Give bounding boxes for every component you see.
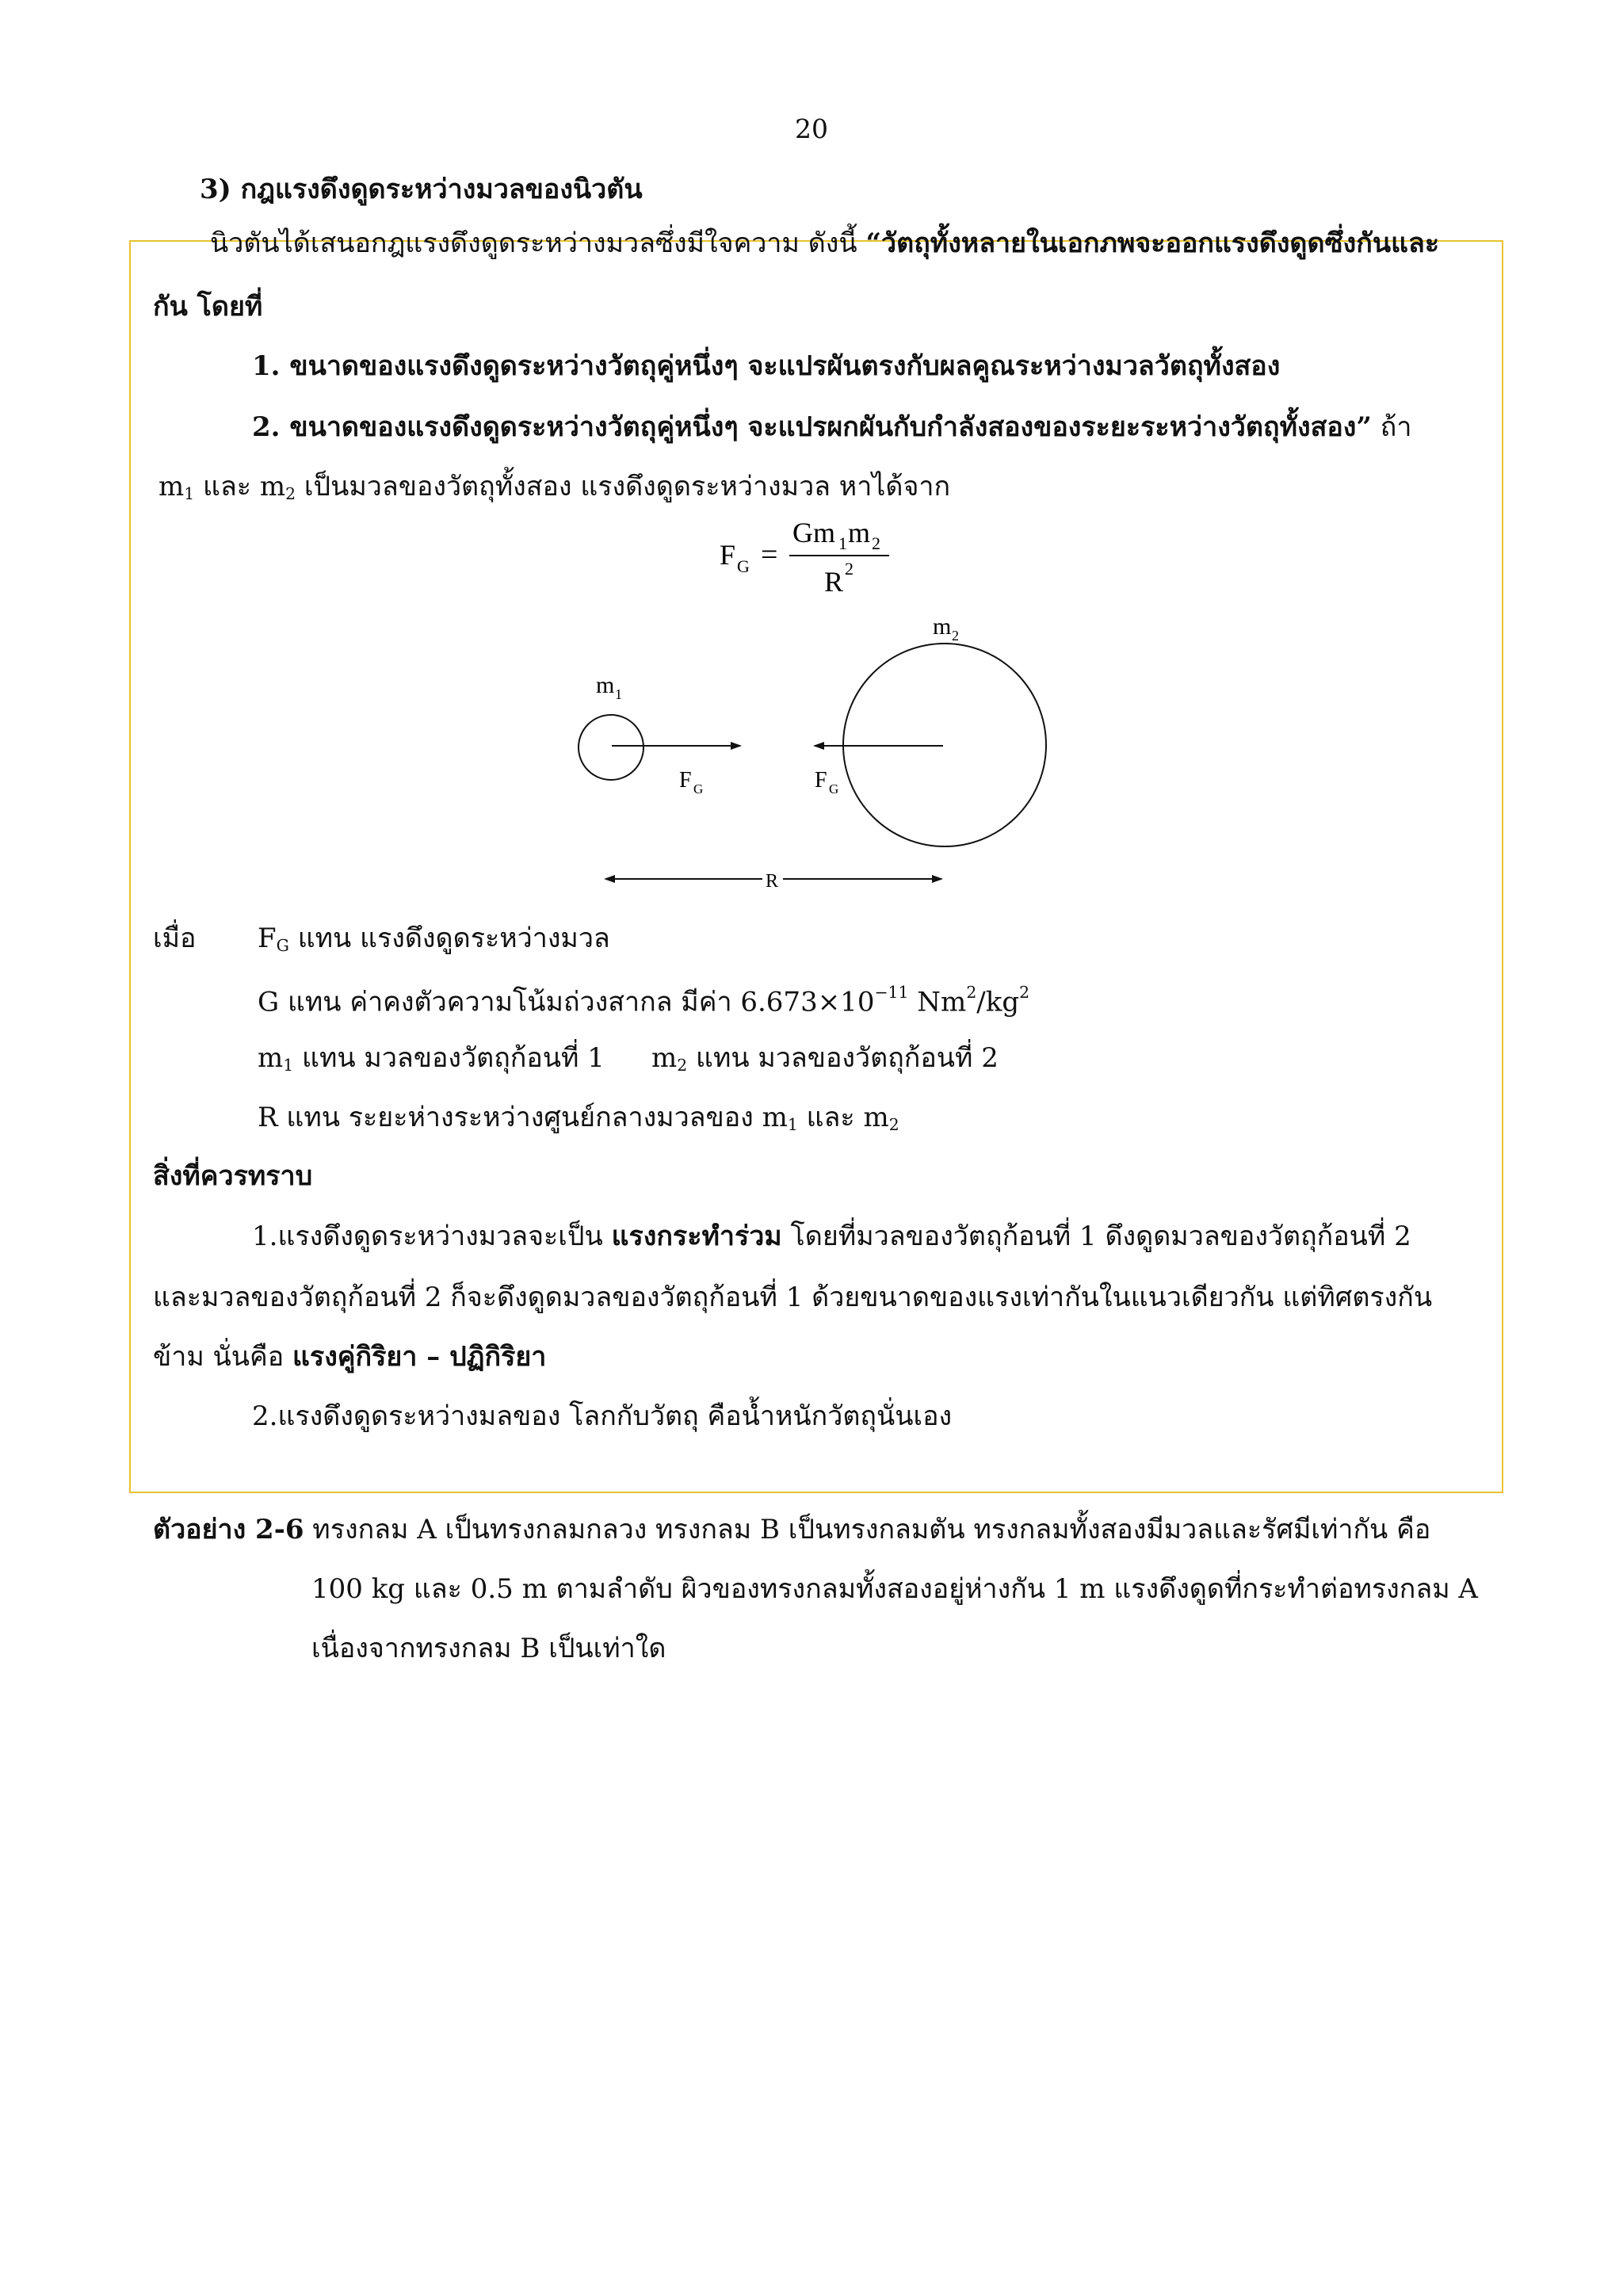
def-r bbox=[258, 1104, 899, 1133]
force-diagram bbox=[0, 0, 1623, 904]
fg-label-1-sub: G bbox=[693, 781, 704, 797]
mass-1-circle bbox=[579, 715, 643, 780]
example-line-1 bbox=[153, 1516, 1430, 1543]
eq-num-m: m bbox=[848, 517, 871, 548]
notes-heading: สิ่งที่ควรทราบ bbox=[153, 1160, 313, 1192]
def-fg-symbol: F bbox=[258, 923, 277, 954]
m1-sub: 1 bbox=[184, 484, 195, 504]
def-r-text: R แทน ระยะห่างระหว่างศูนย์กลางมวลของ m bbox=[258, 1102, 788, 1133]
note-1-line-3-term: แรงคู่กิริยา – ปฏิกิริยา bbox=[292, 1341, 547, 1373]
def-g-unit-sup2: 2 bbox=[1019, 983, 1030, 1002]
example-line-3: เนื่องจากทรงกลม B เป็นเท่าใด bbox=[311, 1633, 666, 1664]
and-word: และ bbox=[194, 471, 260, 502]
note-1-line-3-start: ข้าม นั่นคือ bbox=[153, 1341, 293, 1373]
fg-label-2-sub: G bbox=[829, 781, 839, 797]
rule-2-text: 2. ขนาดของแรงดึงดูดระหว่างวัตถุคู่หนึ่งๆ จะแปรผกผันกับกำลังสองของระยะระหว่างวัตถุทั้งสอง” bbox=[252, 411, 1372, 443]
m2-label: m bbox=[933, 613, 952, 640]
eq-num-sub2: 2 bbox=[872, 533, 880, 553]
note-1-rest: โดยที่มวลของวัตถุก้อนที่ 1 ดึงดูดมวลของวัตถุก้อนที่ 2 bbox=[781, 1221, 1411, 1252]
distance-label: R bbox=[766, 871, 779, 892]
section-heading: 3) กฎแรงดึงดูดระหว่างมวลของนิวตัน bbox=[200, 174, 643, 205]
intro-quote-start: “วัตถุทั้งหลายในเอกภพจะออกแรงดึงดูดซึ่งกันและ bbox=[865, 227, 1440, 259]
def-r-sub2: 2 bbox=[888, 1115, 899, 1135]
mass-intro-text: เป็นมวลของวัตถุทั้งสอง แรงดึงดูดระหว่างมวล หาได้จาก bbox=[296, 471, 951, 502]
def-m1-symbol: m bbox=[258, 1042, 284, 1074]
def-g-exp: −11 bbox=[874, 983, 909, 1002]
def-m1-sub: 1 bbox=[283, 1056, 294, 1075]
def-r-and: และ m bbox=[797, 1102, 889, 1133]
def-g-unit: Nm bbox=[908, 986, 967, 1018]
page-number: 20 bbox=[795, 113, 828, 144]
eq-equals: = bbox=[761, 538, 778, 571]
note-1-start: 1.แรงดึงดูดระหว่างมวลจะเป็น bbox=[252, 1221, 612, 1252]
m1-label: m bbox=[596, 672, 615, 698]
eq-lhs: F bbox=[720, 539, 736, 571]
def-g bbox=[258, 983, 1030, 1018]
note-1-line-1 bbox=[252, 1223, 1411, 1250]
fg-label-2: F bbox=[815, 768, 827, 793]
eq-num-sub1: 1 bbox=[838, 533, 847, 553]
def-g-text: G แทน ค่าคงตัวความโน้มถ่วงสากล มีค่า 6.673×10 bbox=[258, 986, 875, 1018]
when-word: เมื่อ bbox=[153, 923, 197, 954]
example-text-1: ทรงกลม A เป็นทรงกลมกลวง ทรงกลม B เป็นทรงกลมตัน ทรงกลมทั้งสองมีมวลและรัศมีเท่ากัน คือ bbox=[304, 1514, 1431, 1545]
eq-num-g: Gm bbox=[792, 517, 835, 548]
m1-label-sub: 1 bbox=[615, 686, 622, 702]
def-m2-text: แทน มวลของวัตถุก้อนที่ 2 bbox=[687, 1042, 999, 1074]
def-m2-sub: 2 bbox=[677, 1056, 688, 1075]
rule-2-suffix: ถ้า bbox=[1371, 411, 1412, 443]
def-r-sub1: 1 bbox=[787, 1115, 798, 1135]
fg-label-1: F bbox=[679, 768, 692, 793]
eq-lhs-sub: G bbox=[737, 556, 750, 576]
def-fg bbox=[258, 925, 610, 954]
note-1-line-3 bbox=[153, 1341, 547, 1373]
def-g-unit-end: /kg bbox=[976, 986, 1020, 1018]
m1-symbol: m bbox=[158, 471, 185, 502]
m2-label-sub: 2 bbox=[952, 628, 959, 644]
intro-text: นิวตันได้เสนอกฎแรงดึงดูดระหว่างมวลซึ่งมีใจความ ดังนี้ bbox=[210, 227, 866, 259]
note-1-term: แรงกระทำร่วม bbox=[611, 1221, 782, 1252]
eq-den: R bbox=[824, 566, 844, 598]
def-m1 bbox=[258, 1042, 605, 1075]
eq-den-sup: 2 bbox=[845, 559, 854, 579]
def-m1-text: แทน มวลของวัตถุก้อนที่ 1 bbox=[293, 1042, 605, 1074]
def-m2 bbox=[651, 1042, 999, 1075]
def-m2-symbol: m bbox=[651, 1042, 678, 1074]
m2-symbol: m bbox=[259, 471, 286, 502]
example-line-2: 100 kg และ 0.5 m ตามลำดับ ผิวของทรงกลมทั้งสองอยู่ห่างกัน 1 m แรงดึงดูดที่กระทำต่อทรงกลม A bbox=[311, 1573, 1478, 1605]
rule-1: 1. ขนาดของแรงดึงดูดระหว่างวัตถุคู่หนึ่งๆ จะแปรผันตรงกับผลคูณระหว่างมวลวัตถุทั้งสอง bbox=[252, 350, 1281, 382]
m2-sub: 2 bbox=[285, 484, 296, 504]
note-1-line-2: และมวลของวัตถุก้อนที่ 2 ก็จะดึงดูดมวลของวัตถุก้อนที่ 1 ด้วยขนาดของแรงเท่ากันในแนวเดียวกัน แต่ทิศตรงกัน bbox=[153, 1282, 1433, 1313]
def-fg-sub: G bbox=[276, 936, 289, 956]
def-g-unit-sup: 2 bbox=[966, 983, 977, 1002]
def-fg-text: แทน แรงดึงดูดระหว่างมวล bbox=[288, 923, 610, 954]
intro-line-2: กัน โดยที่ bbox=[153, 291, 263, 323]
note-2: 2.แรงดึงดูดระหว่างมลของ โลกกับวัตถุ คือน้ำหนักวัตถุนั่นเอง bbox=[252, 1400, 953, 1432]
example-label: ตัวอย่าง 2-6 bbox=[153, 1514, 304, 1545]
